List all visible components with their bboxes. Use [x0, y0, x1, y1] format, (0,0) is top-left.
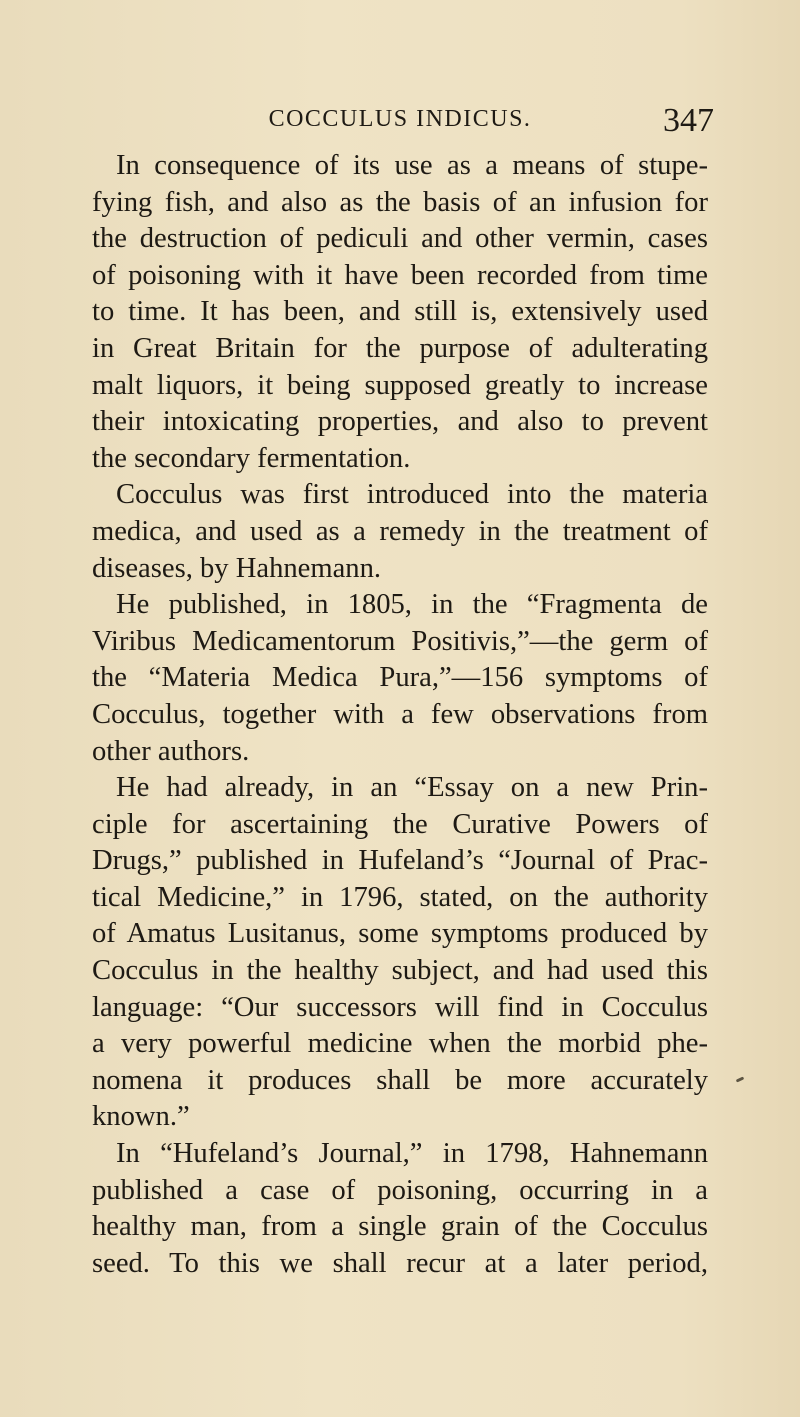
text-line: ciple for ascertaining the Curative Powers of — [92, 808, 708, 840]
text-line: known.” — [92, 1101, 190, 1133]
text-line: In consequence of its use as a means of stupe- — [116, 150, 708, 181]
text-line: seed. To this we shall recur at a later period, — [92, 1247, 708, 1279]
text-line: language: “Our successors will find in Cocculus — [92, 991, 708, 1023]
text-line: Drugs,” published in Hufeland’s “Journal of Prac- — [92, 845, 708, 877]
text-line: of Amatus Lusitanus, some symptoms produced by — [92, 918, 708, 950]
page-number: 347 — [663, 102, 714, 139]
text-line: diseases, by Hahnemann. — [92, 552, 382, 584]
text-line: published a case of poisoning, occurring in a — [92, 1174, 708, 1206]
text-line: healthy man, from a single grain of the Cocculus — [92, 1211, 708, 1243]
running-head-title: COCCULUS INDICUS. — [268, 106, 532, 132]
text-line: to time. It has been, and still is, extensively used — [92, 296, 708, 328]
text-line: the destruction of pediculi and other vermin, cases — [92, 223, 708, 255]
text-line: In “Hufeland’s Journal,” in 1798, Hahnemann — [116, 1138, 708, 1170]
ink-speck — [736, 1076, 745, 1082]
running-head — [92, 102, 714, 144]
text-line: malt liquors, it being supposed greatly to increase — [92, 369, 708, 401]
text-line: He published, in 1805, in the “Fragmenta de — [116, 589, 708, 621]
text-line: a very powerful medicine when the morbid phe- — [92, 1028, 708, 1060]
text-line: their intoxicating properties, and also to prevent — [92, 406, 708, 438]
text-line: tical Medicine,” in 1796, stated, on the authority — [92, 881, 708, 913]
text-line: the secondary fermentation. — [92, 442, 411, 474]
text-line: the “Materia Medica Pura,”—156 symptoms of — [92, 662, 708, 694]
text-line: fying fish, and also as the basis of an infusion for — [92, 186, 708, 218]
text-line: medica, and used as a remedy in the treatment of — [92, 515, 708, 547]
text-line: Cocculus, together with a few observations from — [92, 698, 708, 730]
text-line: He had already, in an “Essay on a new Prin- — [116, 772, 708, 804]
text-line: of poisoning with it have been recorded from time — [92, 259, 708, 291]
text-line: nomena it produces shall be more accurately — [92, 1064, 708, 1096]
text-line: other authors. — [92, 735, 250, 767]
text-line: in Great Britain for the purpose of adulterating — [92, 332, 708, 364]
text-line: Viribus Medicamentorum Positivis,”—the germ of — [92, 625, 708, 657]
text-line: Cocculus was first introduced into the materia — [116, 479, 708, 511]
text-line: Cocculus in the healthy subject, and had used this — [92, 955, 708, 987]
body-text — [92, 148, 708, 1282]
